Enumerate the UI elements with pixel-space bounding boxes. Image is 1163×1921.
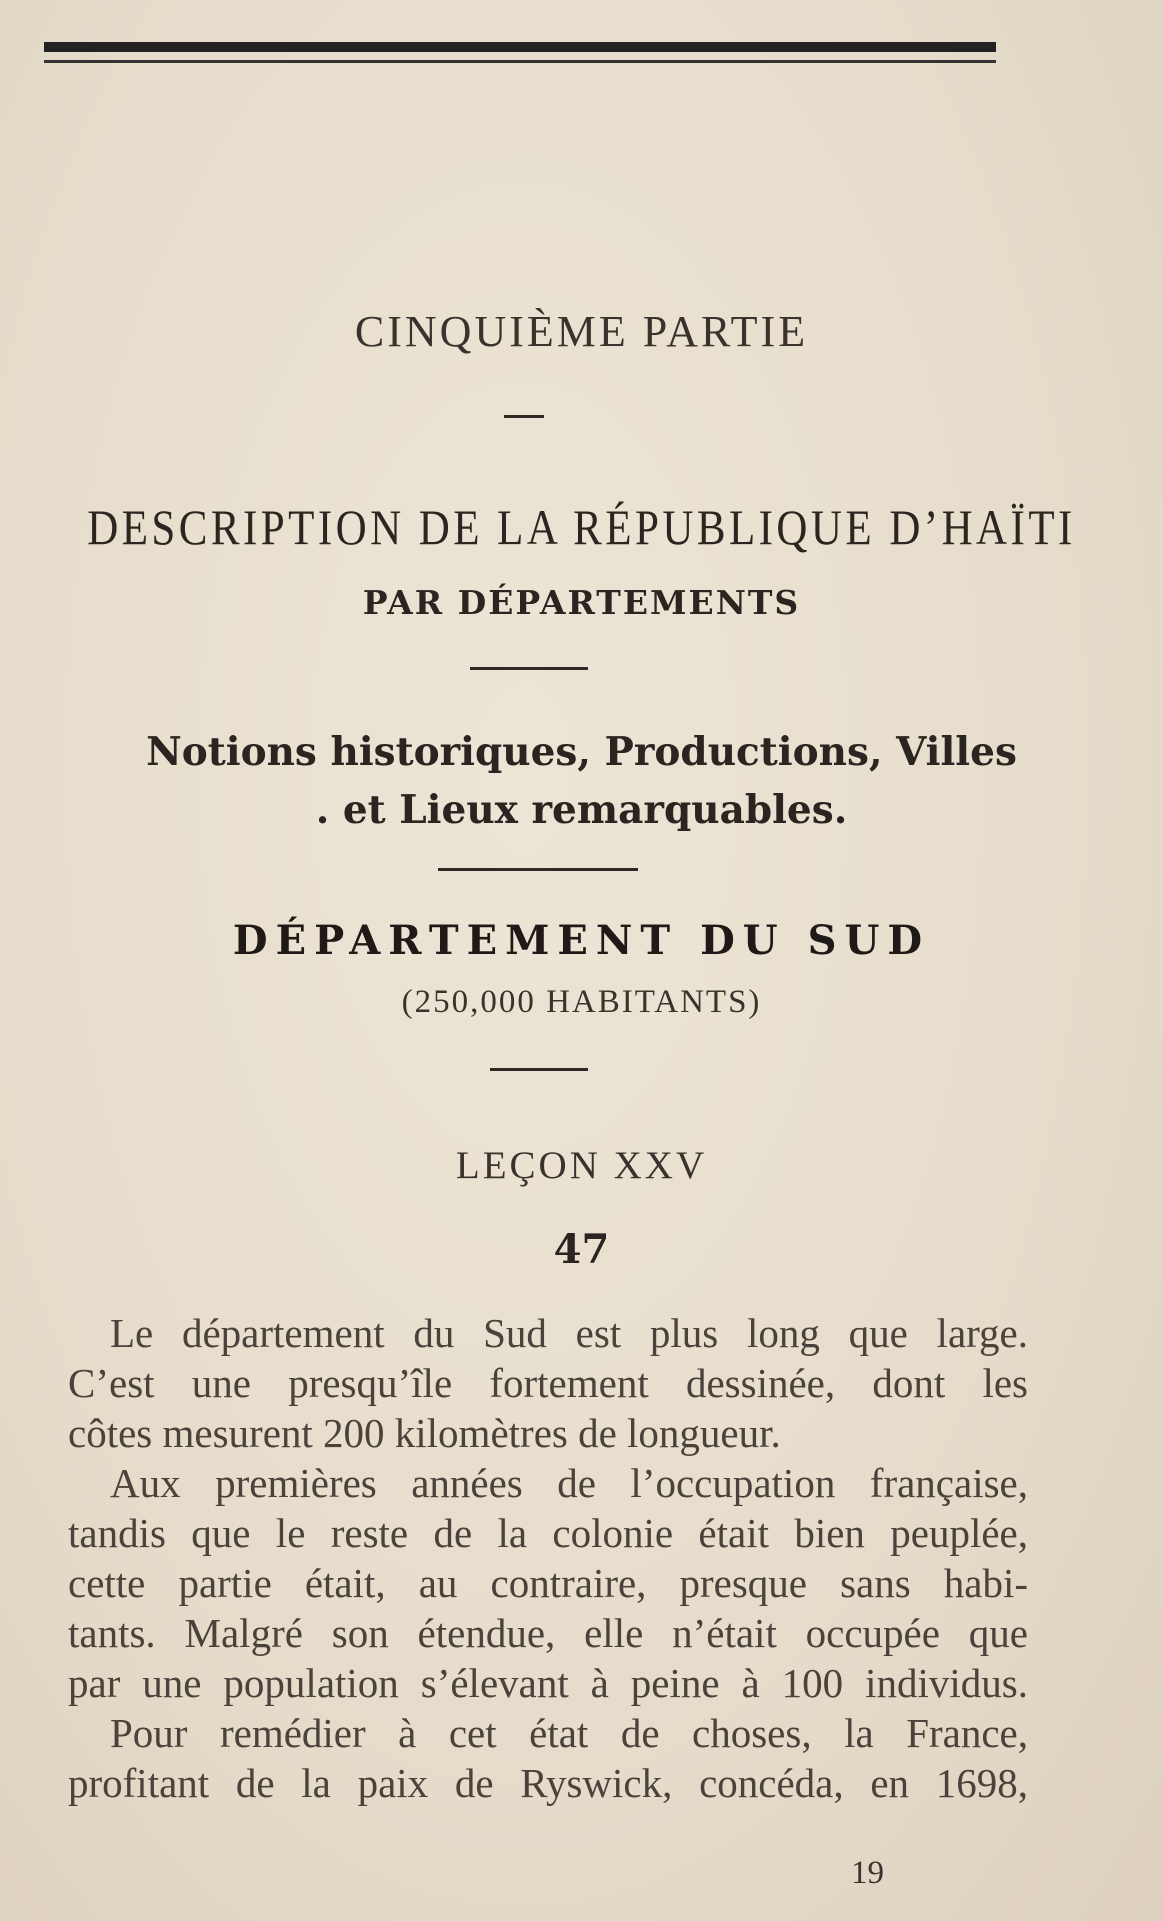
- body-line: par une population s’élevant à peine à 100 individus.: [68, 1660, 1028, 1706]
- divider-rule: [438, 868, 638, 871]
- body-line: tandis que le reste de la colonie était bien peuplée,: [68, 1510, 1028, 1556]
- lesson-number: 47: [553, 1226, 610, 1273]
- lesson-title: LEÇON XXV: [455, 1144, 708, 1187]
- body-line: Le département du Sud est plus long que large.: [110, 1310, 1028, 1356]
- body-line: Pour remédier à cet état de choses, la France,: [110, 1710, 1028, 1756]
- subtitle: PAR DÉPARTEMENTS: [362, 583, 801, 622]
- main-title: DESCRIPTION DE LA RÉPUBLIQUE D’HAÏTI: [87, 499, 1076, 555]
- notions-line-1: Notions historiques, Productions, Villes: [146, 729, 1017, 775]
- notions-heading: [0, 723, 1163, 839]
- population-note: (250,000 HABITANTS): [401, 984, 762, 1020]
- body-line: cette partie était, au contraire, presque sans habi-: [68, 1560, 1028, 1606]
- top-rule-thick: [44, 42, 996, 52]
- part-heading: CINQUIÈME PARTIE: [354, 307, 809, 356]
- heading-dash: [504, 415, 544, 418]
- body-line: Aux premières années de l’occupation française,: [110, 1460, 1028, 1506]
- body-line: côtes mesurent 200 kilomètres de longueur.: [68, 1410, 781, 1456]
- body-line: C’est une presqu’île fortement dessinée, dont les: [68, 1360, 1028, 1406]
- body-line: profitant de la paix de Ryswick, concéda, en 1698,: [68, 1760, 1028, 1806]
- body-line: tants. Malgré son étendue, elle n’était occupée que: [68, 1610, 1028, 1656]
- notions-line-2: . et Lieux remarquables.: [315, 787, 848, 833]
- divider-rule: [470, 667, 588, 670]
- department-heading: DÉPARTEMENT DU SUD: [232, 917, 931, 964]
- top-rule-thin: [44, 60, 996, 63]
- divider-rule: [490, 1068, 588, 1071]
- page-number: 19: [851, 1855, 884, 1891]
- body-text: [68, 1308, 1028, 1808]
